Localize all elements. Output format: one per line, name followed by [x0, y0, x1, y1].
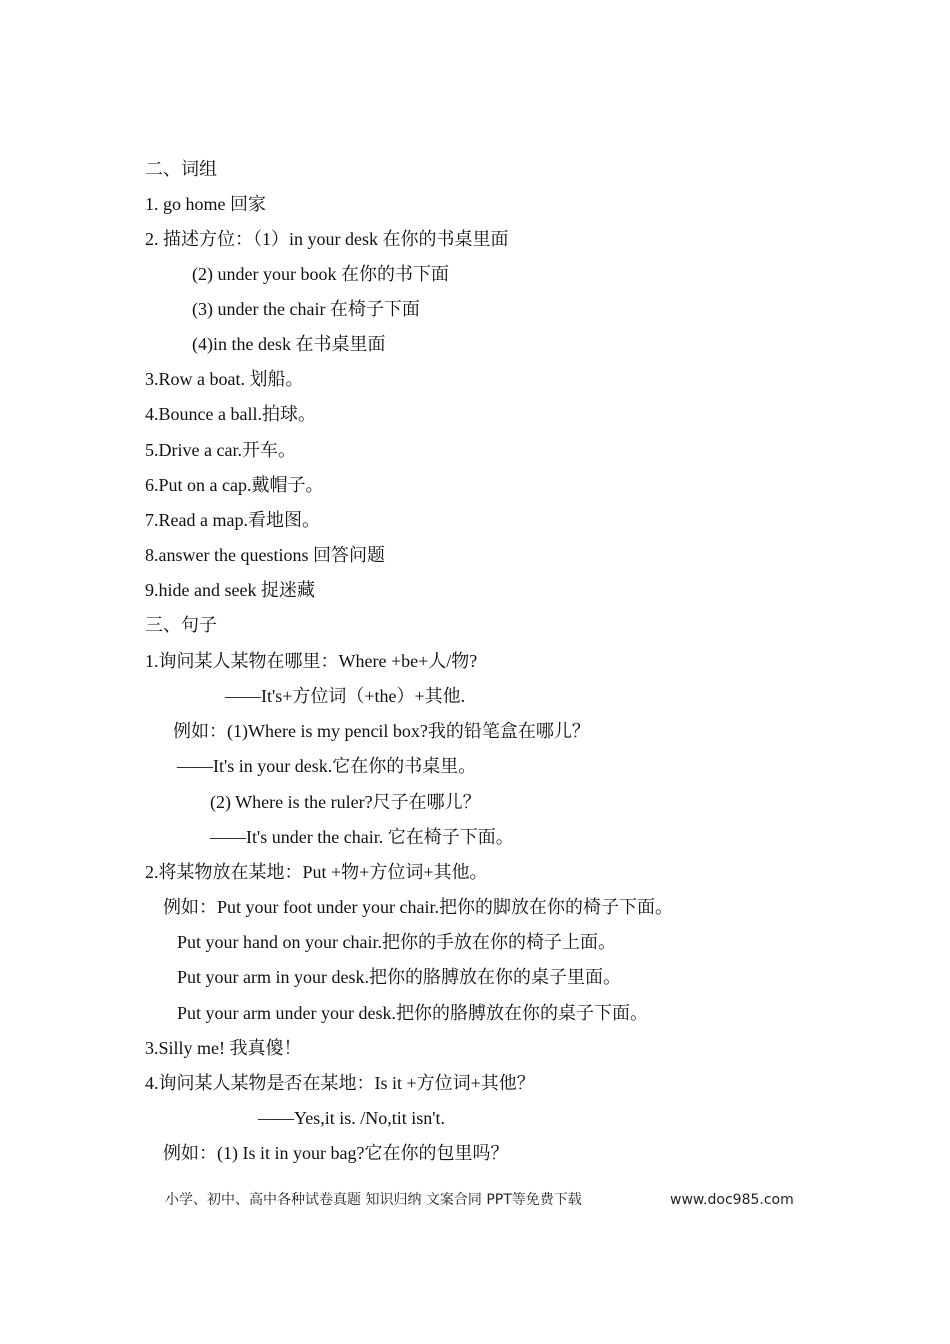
phrase-item: 1. go home 回家	[145, 194, 266, 214]
sentence-line: 3.Silly me! 我真傻！	[145, 1038, 302, 1058]
sentence-line: 2.将某物放在某地：Put +物+方位词+其他。	[145, 862, 488, 882]
sentence-line: 1.询问某人某物在哪里：Where +be+人/物?	[145, 651, 478, 671]
footer-url[interactable]: www.doc985.com	[670, 1192, 794, 1208]
phrase-subitem: (2) under your book 在你的书下面	[192, 264, 449, 284]
sentence-line: ——Yes,it is. /No,tit isn't.	[258, 1108, 445, 1128]
sentence-line: 4.询问某人某物是否在某地：Is it +方位词+其他？	[145, 1073, 535, 1093]
page-footer	[165, 1190, 794, 1210]
phrase-item: 5.Drive a car.开车。	[145, 440, 296, 460]
section-heading-sentences: 三、句子	[145, 615, 217, 635]
phrase-item: 3.Row a boat. 划船。	[145, 369, 304, 389]
sentence-line: ——It's in your desk.它在你的书桌里。	[177, 756, 477, 776]
sentence-line: ——It's+方位词（+the）+其他.	[225, 686, 466, 706]
phrase-item: 6.Put on a cap.戴帽子。	[145, 475, 324, 495]
sentence-line: 例如：(1) Is it in your bag?它在你的包里吗？	[163, 1143, 509, 1163]
sentence-line: ——It's under the chair. 它在椅子下面。	[210, 827, 514, 847]
phrase-item: 2. 描述方位：（1）in your desk 在你的书桌里面	[145, 229, 509, 249]
section-heading-phrases: 二、词组	[145, 159, 217, 179]
phrase-subitem: (4)in the desk 在书桌里面	[192, 334, 386, 354]
sentence-line: 例如：(1)Where is my pencil box?我的铅笔盒在哪儿？	[173, 721, 590, 741]
sentence-line: 例如：Put your foot under your chair.把你的脚放在你的椅子下面。	[163, 897, 673, 917]
sentence-line: Put your hand on your chair.把你的手放在你的椅子上面。	[177, 932, 616, 952]
sentence-line: Put your arm under your desk.把你的胳膊放在你的桌子下面。	[177, 1003, 648, 1023]
phrase-subitem: (3) under the chair 在椅子下面	[192, 299, 420, 319]
footer-text: 小学、初中、高中各种试卷真题 知识归纳 文案合同 PPT等免费下载	[165, 1192, 582, 1208]
phrase-item: 9.hide and seek 捉迷藏	[145, 580, 315, 600]
sentence-line: (2) Where is the ruler?尺子在哪儿？	[210, 792, 481, 812]
sentence-line: Put your arm in your desk.把你的胳膊放在你的桌子里面。	[177, 967, 621, 987]
phrase-item: 4.Bounce a ball.拍球。	[145, 404, 316, 424]
phrase-item: 8.answer the questions 回答问题	[145, 545, 385, 565]
phrase-item: 7.Read a map.看地图。	[145, 510, 320, 530]
